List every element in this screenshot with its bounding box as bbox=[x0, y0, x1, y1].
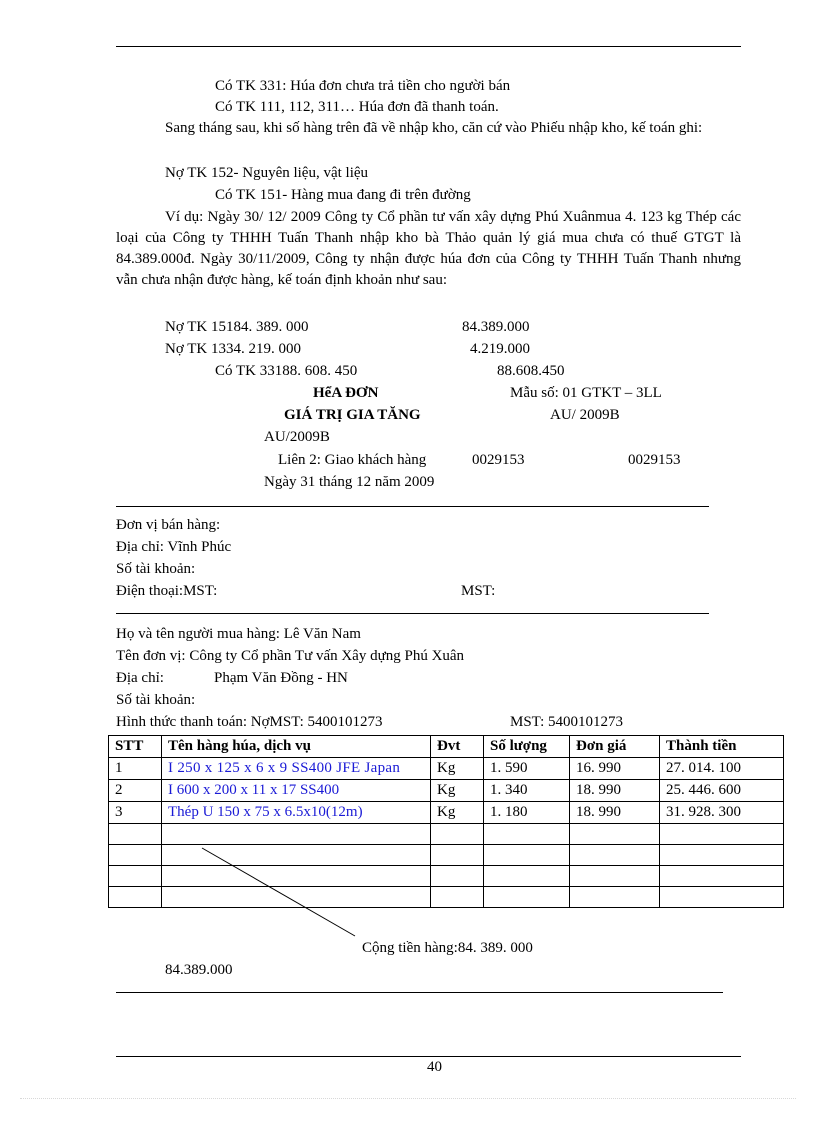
cell-quantity: 1. 180 bbox=[484, 802, 570, 824]
table-row bbox=[109, 758, 784, 780]
table-row-empty bbox=[109, 824, 784, 845]
cell-quantity: 1. 340 bbox=[484, 780, 570, 802]
entry-credit-331-amount: 88.608.450 bbox=[497, 363, 565, 379]
col-header-stt: STT bbox=[109, 736, 162, 758]
invoice-number: 0029153 bbox=[472, 452, 525, 468]
cell-item: Thép U 150 x 75 x 6.5x10(12m) bbox=[162, 802, 431, 824]
invoice-items-table bbox=[108, 735, 784, 908]
seller-account: Số tài khoản: bbox=[116, 561, 196, 577]
divider-buyer-top bbox=[116, 613, 709, 614]
table-row-empty bbox=[109, 887, 784, 908]
buyer-unit: Tên đơn vị: Công ty Cổ phần Tư vấn Xây dựng Phú Xuân bbox=[116, 648, 465, 664]
cell-quantity: 1. 590 bbox=[484, 758, 570, 780]
col-header-amount: Thành tiền bbox=[660, 736, 784, 758]
page-number: 40 bbox=[427, 1059, 442, 1075]
buyer-mst: MST: 5400101273 bbox=[510, 714, 624, 730]
invoice-number-secondary: 0029153 bbox=[628, 452, 681, 468]
cell-amount: 27. 014. 100 bbox=[660, 758, 784, 780]
cell-item: I 600 x 200 x 11 x 17 SS400 bbox=[162, 780, 431, 802]
buyer-address-label: Địa chỉ: bbox=[116, 670, 164, 686]
invoice-date: Ngày 31 tháng 12 năm 2009 bbox=[264, 474, 435, 490]
header-rule bbox=[116, 46, 741, 47]
cell-unit-price: 16. 990 bbox=[570, 758, 660, 780]
invoice-copy-label: Liên 2: Giao khách hàng bbox=[278, 452, 427, 468]
cell-stt: 3 bbox=[109, 802, 162, 824]
total-value: 84.389.000 bbox=[165, 962, 233, 978]
invoice-series-secondary: AU/2009B bbox=[264, 429, 330, 445]
cell-unit-price: 18. 990 bbox=[570, 802, 660, 824]
entry-debit-1518: Nợ TK 15184. 389. 000 bbox=[165, 319, 309, 335]
col-header-item: Tên hàng húa, dịch vụ bbox=[162, 736, 431, 758]
buyer-name: Họ và tên người mua hàng: Lê Văn Nam bbox=[116, 626, 361, 642]
page-bottom-edge bbox=[20, 1098, 796, 1099]
invoice-form-number: Mẫu số: 01 GTKT – 3LL bbox=[510, 385, 662, 401]
cell-unit: Kg bbox=[431, 780, 484, 802]
buyer-payment: Hình thức thanh toán: NợMST: 5400101273 bbox=[116, 714, 383, 730]
entry-debit-133: Nợ TK 1334. 219. 000 bbox=[165, 341, 301, 357]
buyer-address-value: Phạm Văn Đồng - HN bbox=[214, 670, 348, 686]
table-row bbox=[109, 802, 784, 824]
journal-debit-152: Nợ TK 152- Nguyên liệu, vật liệu bbox=[165, 165, 369, 181]
seller-mst: MST: bbox=[461, 583, 496, 599]
journal-paragraph: Sang tháng sau, khi số hàng trên đã về nhập kho, căn cứ vào Phiếu nhập kho, kế toán ghi: bbox=[165, 120, 703, 136]
buyer-account: Số tài khoản: bbox=[116, 692, 196, 708]
entry-credit-331: Có TK 33188. 608. 450 bbox=[215, 363, 358, 379]
total-label: Cộng tiền hàng:84. 389. 000 bbox=[362, 940, 533, 956]
example-paragraph: Ví dụ: Ngày 30/ 12/ 2009 Công ty Cổ phần tư vấn xây dựng Phú Xuânmua 4. 123 kg Thép các loại của Công ty THHH Tuấn Thanh nhập kho bà Thảo quản lý giá mua chưa có thuế GTGT là 84.389.000đ. Ngày 30/11/2009, Công ty nhận được húa đơn của Công ty THHH Tuấn Thanh nhưng vẫn chưa nhận được hàng, kế toán định khoản như sau: bbox=[116, 209, 741, 288]
journal-line-credit-111: Có TK 111, 112, 311… Húa đơn đã thanh toán. bbox=[215, 99, 499, 115]
invoice-title: HểA ĐƠN bbox=[313, 385, 379, 401]
table-row bbox=[109, 780, 784, 802]
table-row-empty bbox=[109, 866, 784, 887]
entry-debit-1518-amount: 84.389.000 bbox=[462, 319, 530, 335]
divider-bottom bbox=[116, 992, 723, 993]
invoice-subtitle: GIÁ TRỊ GIA TĂNG bbox=[284, 407, 421, 423]
cell-item: I 250 x 125 x 6 x 9 SS400 JFE Japan bbox=[162, 758, 431, 780]
seller-address: Địa chỉ: Vĩnh Phúc bbox=[116, 539, 232, 555]
col-header-unit-price: Đơn giá bbox=[570, 736, 660, 758]
cell-unit: Kg bbox=[431, 802, 484, 824]
col-header-quantity: Số lượng bbox=[484, 736, 570, 758]
cell-unit-price: 18. 990 bbox=[570, 780, 660, 802]
cell-stt: 1 bbox=[109, 758, 162, 780]
divider-seller-top bbox=[116, 506, 709, 507]
seller-unit: Đơn vị bán hàng: bbox=[116, 517, 221, 533]
cell-stt: 2 bbox=[109, 780, 162, 802]
journal-credit-151: Có TK 151- Hàng mua đang đi trên đường bbox=[215, 187, 471, 203]
journal-line-credit-331: Có TK 331: Húa đơn chưa trả tiền cho người bán bbox=[215, 78, 511, 94]
col-header-unit: Đvt bbox=[431, 736, 484, 758]
seller-phone: Điện thoại:MST: bbox=[116, 583, 218, 599]
cell-unit: Kg bbox=[431, 758, 484, 780]
invoice-series: AU/ 2009B bbox=[550, 407, 620, 423]
cell-amount: 25. 446. 600 bbox=[660, 780, 784, 802]
table-row-empty bbox=[109, 845, 784, 866]
cell-amount: 31. 928. 300 bbox=[660, 802, 784, 824]
entry-debit-133-amount: 4.219.000 bbox=[470, 341, 530, 357]
table-header-row bbox=[109, 736, 784, 758]
